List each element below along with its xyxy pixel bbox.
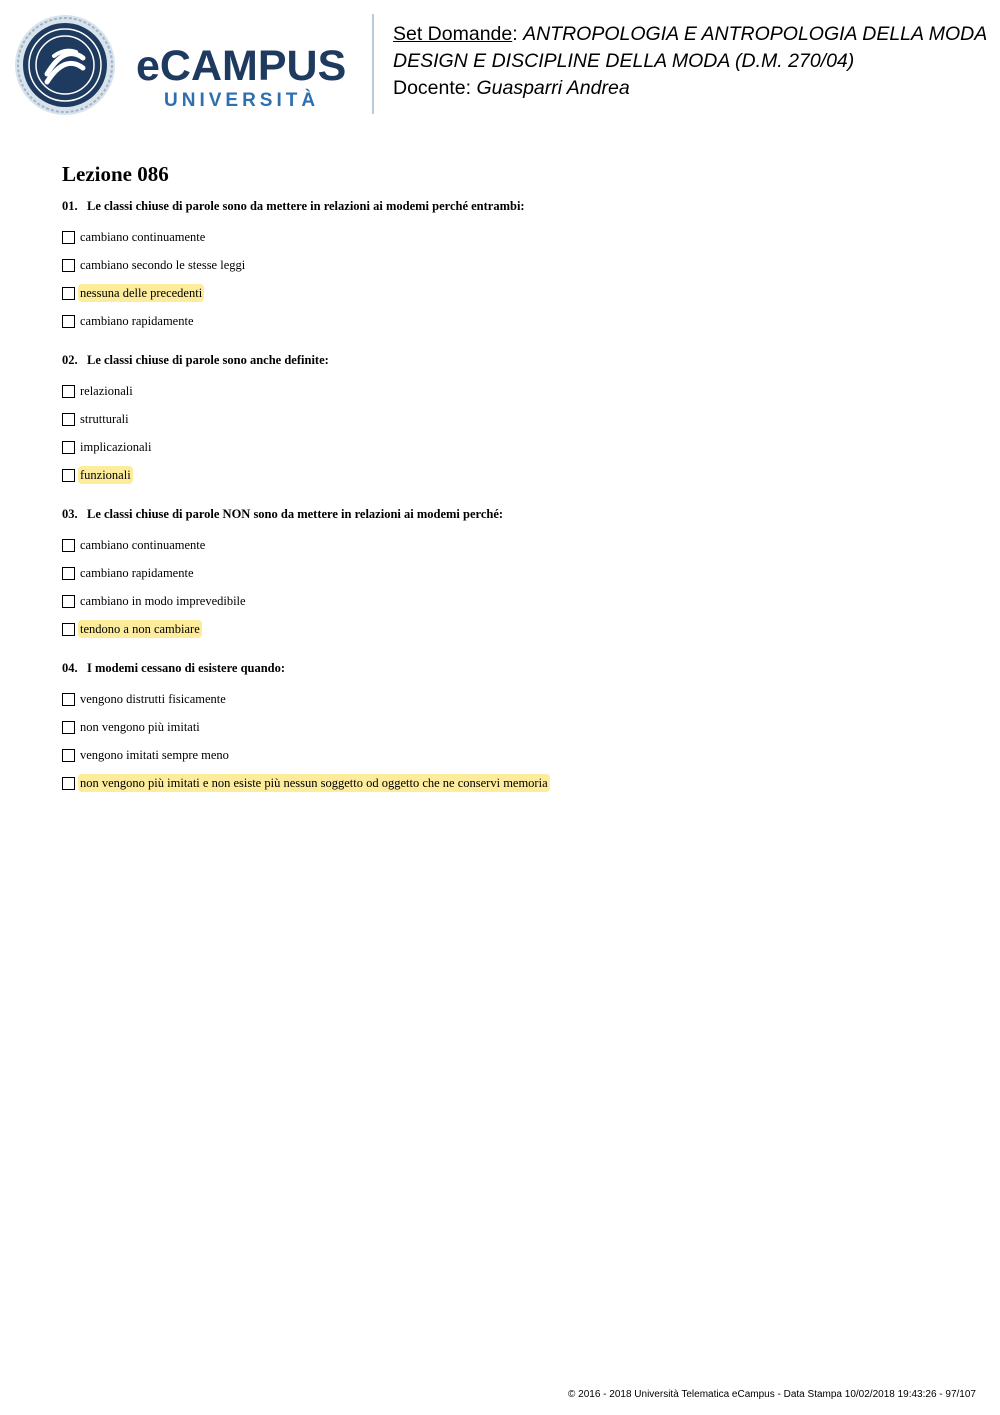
- question: [62, 352, 962, 489]
- question-text: [62, 198, 962, 214]
- question-text: [62, 352, 962, 368]
- course-line-2: [393, 48, 993, 75]
- question-text: [62, 506, 962, 522]
- answer-checkbox[interactable]: [62, 287, 75, 300]
- answer-option[interactable]: [62, 279, 962, 307]
- question-label: Le classi chiuse di parole sono anche definite:: [87, 353, 329, 367]
- answer-option[interactable]: [62, 307, 962, 335]
- answer-option[interactable]: [62, 559, 962, 587]
- answer-text: cambiano continuamente: [80, 230, 206, 244]
- answer-text-highlighted: funzionali: [80, 468, 131, 482]
- answer-option[interactable]: [62, 615, 962, 643]
- answer-checkbox[interactable]: [62, 749, 75, 762]
- question: [62, 198, 962, 335]
- question-label: Le classi chiuse di parole sono da mettere in relazioni ai modemi perché entrambi:: [87, 199, 525, 213]
- page-footer: © 2016 - 2018 Università Telematica eCampus - Data Stampa 10/02/2018 19:43:26 - 97/107: [568, 1389, 976, 1400]
- set-label: Set Domande: [393, 23, 513, 45]
- answer-option[interactable]: [62, 587, 962, 615]
- question-number: 03.: [62, 507, 78, 521]
- header-divider: [372, 14, 374, 114]
- page-header: [0, 0, 1000, 130]
- set-colon: :: [512, 23, 518, 45]
- answer-option[interactable]: [62, 223, 962, 251]
- course-title-2: DESIGN E DISCIPLINE DELLA MODA (D.M. 270/04): [393, 50, 855, 72]
- answer-text: relazionali: [80, 384, 133, 398]
- answer-checkbox[interactable]: [62, 693, 75, 706]
- question-number: 04.: [62, 661, 78, 675]
- answer-checkbox[interactable]: [62, 595, 75, 608]
- teacher-label: Docente:: [393, 77, 472, 99]
- logo-wordmark: eCAMPUS: [136, 42, 347, 90]
- answer-checkbox[interactable]: [62, 567, 75, 580]
- answer-text: cambiano rapidamente: [80, 314, 194, 328]
- lesson-title: Lezione 086: [62, 162, 169, 186]
- course-line-1: [393, 21, 993, 48]
- answer-checkbox[interactable]: [62, 231, 75, 244]
- answer-checkbox[interactable]: [62, 315, 75, 328]
- header-info: [393, 21, 993, 102]
- answer-option[interactable]: [62, 461, 962, 489]
- ecampus-seal-icon: [14, 14, 364, 118]
- answer-text: vengono imitati sempre meno: [80, 748, 229, 762]
- question: [62, 506, 962, 643]
- answer-checkbox[interactable]: [62, 777, 75, 790]
- answer-checkbox[interactable]: [62, 539, 75, 552]
- answer-option[interactable]: [62, 685, 962, 713]
- answer-text: cambiano in modo imprevedibile: [80, 594, 246, 608]
- answer-option[interactable]: [62, 741, 962, 769]
- answer-text: implicazionali: [80, 440, 152, 454]
- question-label: I modemi cessano di esistere quando:: [87, 661, 286, 675]
- answer-checkbox[interactable]: [62, 385, 75, 398]
- answer-option[interactable]: [62, 531, 962, 559]
- answer-text: vengono distrutti fisicamente: [80, 692, 226, 706]
- ecampus-logo: [14, 14, 364, 118]
- teacher-line: [393, 75, 993, 102]
- question-label: Le classi chiuse di parole NON sono da mettere in relazioni ai modemi perché:: [87, 507, 504, 521]
- answer-checkbox[interactable]: [62, 441, 75, 454]
- question-number: 01.: [62, 199, 78, 213]
- answer-option[interactable]: [62, 405, 962, 433]
- answer-text-highlighted: non vengono più imitati e non esiste più nessun soggetto od oggetto che ne conservi memoria: [80, 776, 548, 790]
- answer-text: cambiano rapidamente: [80, 566, 194, 580]
- answer-text: cambiano continuamente: [80, 538, 206, 552]
- answer-option[interactable]: [62, 377, 962, 405]
- answer-text: strutturali: [80, 412, 129, 426]
- answer-option[interactable]: [62, 713, 962, 741]
- answer-text: cambiano secondo le stesse leggi: [80, 258, 246, 272]
- question-list: [62, 198, 962, 797]
- answer-text: non vengono più imitati: [80, 720, 200, 734]
- question-text: [62, 660, 962, 676]
- answer-checkbox[interactable]: [62, 469, 75, 482]
- lesson-content: [62, 160, 962, 814]
- answer-checkbox[interactable]: [62, 413, 75, 426]
- answer-text-highlighted: tendono a non cambiare: [80, 622, 200, 636]
- logo-subtitle: UNIVERSITÀ: [164, 90, 320, 111]
- question: [62, 660, 962, 797]
- answer-text-highlighted: nessuna delle precedenti: [80, 286, 203, 300]
- answer-checkbox[interactable]: [62, 623, 75, 636]
- answer-checkbox[interactable]: [62, 259, 75, 272]
- question-number: 02.: [62, 353, 78, 367]
- answer-checkbox[interactable]: [62, 721, 75, 734]
- teacher-name: Guasparri Andrea: [476, 77, 630, 99]
- course-title-1: ANTROPOLOGIA E ANTROPOLOGIA DELLA MODA: [523, 23, 988, 45]
- answer-option[interactable]: [62, 433, 962, 461]
- answer-option[interactable]: [62, 769, 962, 797]
- answer-option[interactable]: [62, 251, 962, 279]
